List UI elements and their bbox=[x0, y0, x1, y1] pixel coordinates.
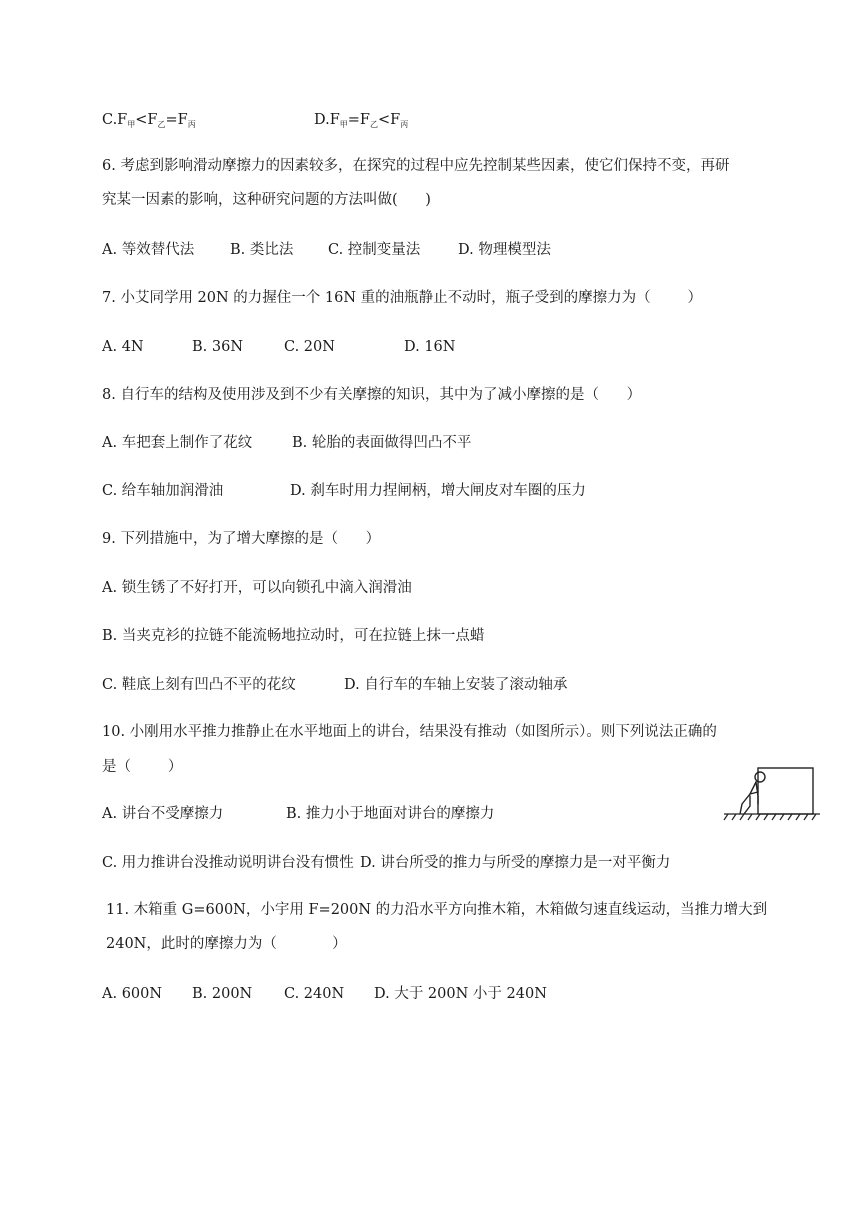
q10-stem-line2: 是（ ） bbox=[102, 759, 183, 775]
q6-option-a: A. 等效替代法 bbox=[102, 242, 195, 258]
q6-option-d: D. 物理模型法 bbox=[458, 242, 551, 258]
q6-stem-line2: 究某一因素的影响，这种研究问题的方法叫做( ) bbox=[102, 192, 431, 208]
q7-option-b: B. 36N bbox=[192, 339, 244, 355]
q9-option-a: A. 锁生锈了不好打开，可以向锁孔中滴入润滑油 bbox=[102, 580, 412, 596]
q10-stem-line1: 10. 小刚用水平推力推静止在水平地面上的讲台，结果没有推动（如图所示）。则下列说法正确的 bbox=[102, 724, 717, 740]
q11-stem-line1: 11. 木箱重 G=600N，小宇用 F=200N 的力沿水平方向推木箱，木箱做匀速直线运动，当推力增大到 bbox=[106, 902, 768, 918]
q8-option-a: A. 车把套上制作了花纹 bbox=[102, 435, 253, 451]
q9-option-b: B. 当夹克衫的拉链不能流畅地拉动时，可在拉链上抹一点蜡 bbox=[102, 628, 485, 644]
q6-option-b: B. 类比法 bbox=[230, 242, 294, 258]
q10-option-d: D. 讲台所受的推力与所受的摩擦力是一对平衡力 bbox=[360, 855, 671, 871]
q11-option-d: D. 大于 200N 小于 240N bbox=[374, 986, 547, 1002]
push-box-figure bbox=[720, 764, 820, 824]
q8-option-c: C. 给车轴加润滑油 bbox=[102, 483, 224, 499]
q9-stem: 9. 下列措施中，为了增大摩擦的是（ ） bbox=[102, 531, 381, 547]
q10-option-c: C. 用力推讲台没推动说明讲台没有惯性 bbox=[102, 855, 354, 871]
q8-option-d: D. 刹车时用力捏闸柄，增大闸皮对车圈的压力 bbox=[290, 483, 586, 499]
q11-option-b: B. 200N bbox=[192, 986, 253, 1002]
q8-option-b: B. 轮胎的表面做得凹凸不平 bbox=[292, 435, 472, 451]
q5-option-d: $D.F_甲=F_乙<F_丙$ bbox=[314, 112, 409, 129]
q5-option-c: $C.F_甲<F_乙=F_丙$ bbox=[102, 112, 196, 129]
q7-option-d: D. 16N bbox=[404, 339, 456, 355]
q10-option-a: A. 讲台不受摩擦力 bbox=[102, 806, 224, 822]
q9-option-d: D. 自行车的车轴上安装了滚动轴承 bbox=[344, 677, 568, 693]
q6-stem-line1: 6. 考虑到影响滑动摩擦力的因素较多，在探究的过程中应先控制某些因素，使它们保持不变，再研 bbox=[102, 158, 730, 174]
ground-hatch bbox=[724, 814, 820, 820]
stick-person-icon bbox=[740, 772, 765, 814]
q7-option-c: C. 20N bbox=[284, 339, 335, 355]
q11-option-a: A. 600N bbox=[102, 986, 163, 1002]
q8-stem: 8. 自行车的结构及使用涉及到不少有关摩擦的知识，其中为了减小摩擦的是（ ） bbox=[102, 387, 642, 403]
q9-option-c: C. 鞋底上刻有凹凸不平的花纹 bbox=[102, 677, 296, 693]
q6-option-c: C. 控制变量法 bbox=[328, 242, 421, 258]
q10-option-b: B. 推力小于地面对讲台的摩擦力 bbox=[286, 806, 495, 822]
q11-option-c: C. 240N bbox=[284, 986, 345, 1002]
box-shape bbox=[758, 768, 813, 814]
q7-option-a: A. 4N bbox=[102, 339, 144, 355]
q7-stem: 7. 小艾同学用 20N 的力握住一个 16N 重的油瓶静止不动时，瓶子受到的摩擦力为（ ） bbox=[102, 290, 703, 306]
q11-stem-line2: 240N，此时的摩擦力为（ ） bbox=[106, 936, 347, 952]
